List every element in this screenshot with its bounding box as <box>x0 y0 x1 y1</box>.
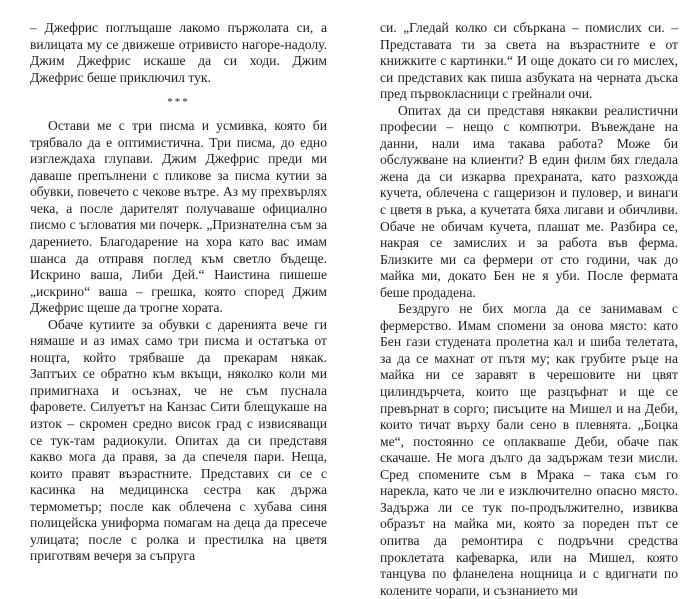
section-separator: *** <box>167 96 190 109</box>
right-page-paragraph-3: Бездруго не бих могла да се занимавам с фермерство. Имам спомени за онова място: като Бен гази студената пролетна кал и шиба телетата, за да се махнат от пътя му; как грубите ръце на майка ни се заравят в черешовите ни цвят цилиндърчета, които ще разцъфнат и ще се превърнат в сорго; писъците на Мишел и на Деби, които тичат върху бали сено в плевнята. „Боцка ме“, постоянно се оплакваше Деби, обаче пак скачаше. Не мога дълго да задържам тези мисли. Сред спомените съм в Мрака – така съм го нарекла, като че ли е изключително опасно място. Задържа ли се тук по-продължително, извиква образът на майка ми, която за пореден път се опитва да ремонтира с подръчни средства проклетата кафеварка, или на Мишел, която танцува по фланелена нощница и с вдигнати по колените чорапи, и съзнанието ми <box>380 301 678 598</box>
left-page-paragraph-1: – Джефрис поглъщаше лакомо пържолата си, а вилицата му се движеше отривисто нагоре-надолу. Джим Джефрис искаше да си ходи. Джим Джефрис беше приключил тук. <box>30 20 327 85</box>
right-page <box>380 20 678 599</box>
right-page-paragraph-2: Опитах да си представя някакви реалистични професии – нещо с компютри. Въвеждане на данни, нали има такава работа? Може би обслужване на клиенти? В един филм бях гледала жена да си изкарва прехраната, като разхожда кучета, облечена с гащеризон и пуловер, и винаги с цветя в ръка, а кучетата бяха лигави и обичливи. Обаче не обичам кучета, плашат ме. Разбира се, накрая се замислих и за работа във ферма. Близките ми са фермери от сто години, чак до майка ми, докато Бен не я уби. После фермата беше продадена. <box>380 102 678 300</box>
right-page-paragraph-1: си. „Гледай колко си сбъркана – помислих си. – Представата ти за света на възрастните е от книжките с картинки.“ И още докато си го мислех, си представих как пиша азбуката на черната дъска пред първокласници с грейнали очи. <box>380 20 678 102</box>
left-page-paragraph-3: Обаче кутиите за обувки с даренията вече ги нямаше и аз имах само три писма и остатъка от нощта, който трябваше да прекарам някак. Заптъих се обратно към вкъщи, няколко коли ми примигнаха и осъзнах, че не съм пуснала фаровете. Силуетът на Канзас Сити блещукаше на изток – скромен средно висок град с извисяващи се тук-там радиокули. Опитах да си представя какво мога да правя, за да спечеля пари. Неща, които правят възрастните. Представих си се с касинка на медицинска сестра как държа термометър; после как облечена с хубава синя полицейска униформа помагам на деца да пресече улицата; после с ролка и престилка на цветя приготвям вечеря за съпруга <box>30 316 327 564</box>
left-page <box>30 20 327 565</box>
left-page-paragraph-2: Остави ме с три писма и усмивка, която би трябвало да е оптимистична. Три писма, до едно изглеждаха глупави. Джим Джефрис преди ми даваше препълнени с пликове за писма кутии за обувки, повечето с чекове вътре. Аз му прехвърлях чека, а после дарителят получаваше официално писмо с ъгловатия ми почерк. „Признателна съм за дарението. Благодарение на хора като вас имам шанса да отправя поглед към светло бъдеще. Искрино ваша, Либи Дей.“ Наистина пишеше „искрино“ ваша – грешка, която според Джим Джефрис щеше да трогне хората. <box>30 118 327 316</box>
